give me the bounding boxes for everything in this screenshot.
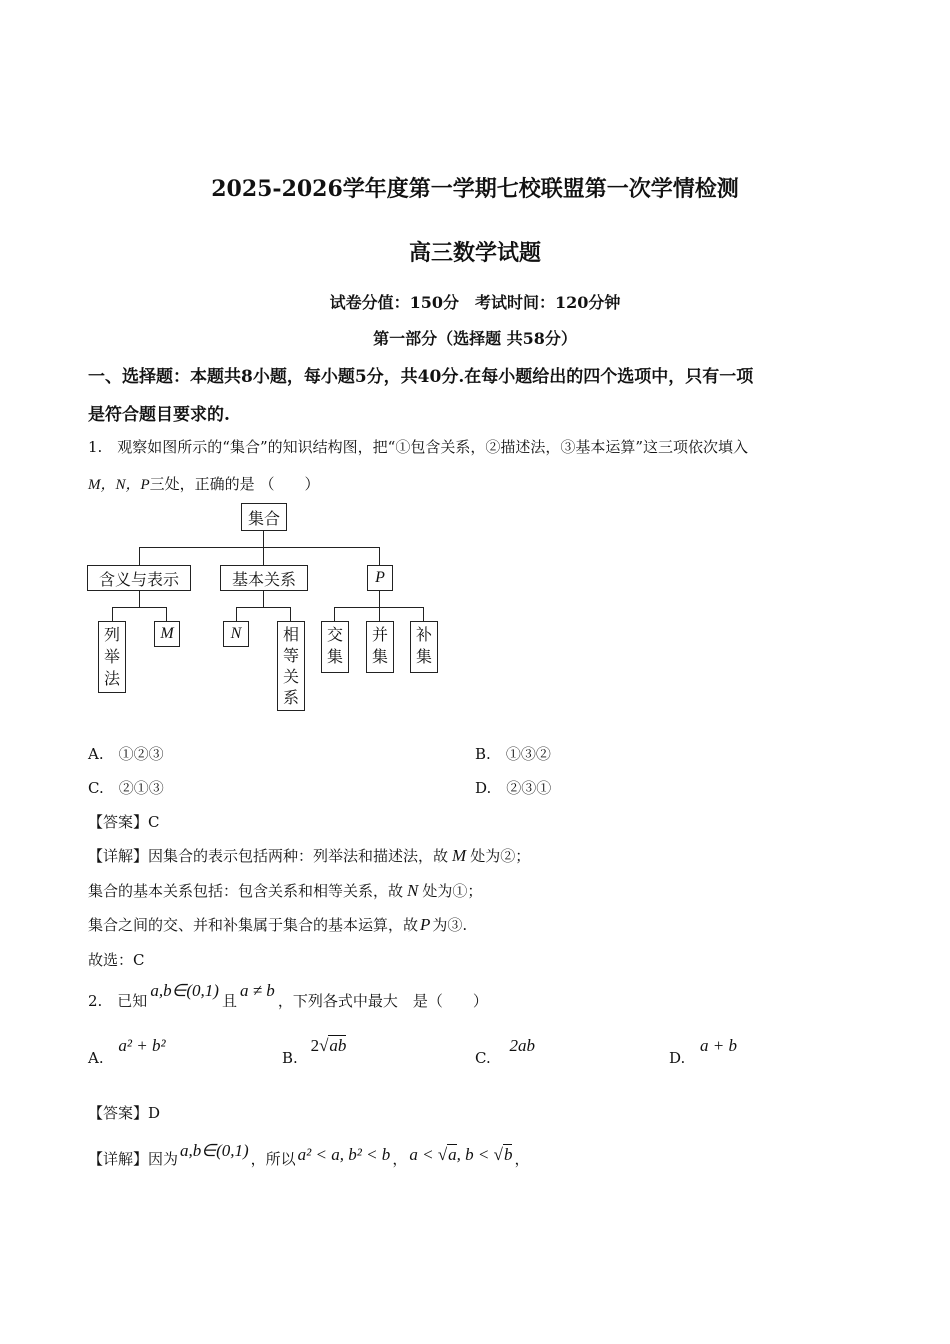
- q1-option-b-label: B.: [475, 745, 491, 763]
- line-to-buji: [423, 607, 424, 622]
- q2-detail-sep: ，: [392, 1150, 408, 1168]
- q1-detail-line1: [88, 845, 530, 866]
- q1-option-b-text: ①③②: [505, 745, 551, 763]
- q2-answer: 【答案】D: [88, 1104, 161, 1122]
- q2-stem: [88, 981, 488, 1011]
- node-n: N: [223, 621, 249, 647]
- q2-detail-cond: a,b∈(0,1): [180, 1141, 249, 1160]
- part-heading: 第一部分（选择题 共58分）: [373, 329, 577, 348]
- q2-detail-end: ，: [514, 1150, 530, 1168]
- exam-title: 2025-2026学年度第一学期七校联盟第一次学情检测: [211, 176, 739, 202]
- q1-option-d: [475, 777, 551, 798]
- line-to-xiangdeng: [290, 607, 291, 622]
- q2-option-d-label: D.: [669, 1049, 686, 1067]
- q2-option-b-radicand: ab: [329, 1036, 347, 1055]
- node-xiangdeng: [277, 621, 305, 711]
- q1-option-b: [475, 743, 551, 764]
- q2-detail-ineq2-b: , b <: [456, 1145, 490, 1164]
- q1-option-c-text: ②①③: [118, 779, 164, 797]
- q2-stem-b: 且: [221, 992, 237, 1010]
- q1-detail-l1a: 【详解】因集合的表示包括两种：列举法和描述法，故: [88, 847, 449, 865]
- node-jiaoji-label: 交集: [327, 625, 344, 666]
- q1-option-d-text: ②③①: [506, 779, 552, 797]
- q1-detail-l3var: P: [420, 915, 431, 934]
- q1-detail-l2var: N: [407, 881, 419, 900]
- q1-detail-l2a: 集合的基本关系包括：包含关系和相等关系，故: [88, 882, 404, 900]
- line-to-lieju: [112, 607, 113, 622]
- q2-stem-c: ，下列各式中最大 是（ ）: [277, 992, 488, 1010]
- line-to-n: [236, 607, 237, 622]
- node-lieju-label: 列举法: [104, 625, 121, 688]
- q2-cond2: a ≠ b: [239, 981, 275, 1000]
- q1-option-c-label: C.: [88, 779, 104, 797]
- q2-detail-ineq1: a² < a, b² < b: [297, 1145, 391, 1164]
- node-hanyi: 含义与表示: [87, 565, 191, 591]
- q2-option-d: [669, 1036, 738, 1068]
- node-m: M: [154, 621, 180, 647]
- q1-detail-line3: [88, 914, 467, 935]
- q1-option-c: [88, 777, 164, 798]
- line-to-m: [166, 607, 167, 622]
- line-hanyi-bar: [112, 607, 167, 608]
- node-p: P: [367, 565, 393, 591]
- q2-option-d-expr: a + b: [700, 1036, 738, 1055]
- q1-stem-rest: 三处，正确的是 （ ）: [149, 475, 320, 493]
- line-to-guanxi: [263, 547, 264, 565]
- q2-detail-mid: ，所以: [250, 1150, 296, 1168]
- q2-detail-line1: [88, 1141, 530, 1169]
- q2-option-b-expr: 2√ab: [310, 1036, 347, 1055]
- exam-subtitle: 高三数学试题: [408, 240, 541, 266]
- node-buji-label: 补集: [416, 625, 433, 666]
- q2-option-a: [88, 1036, 166, 1068]
- q2-detail-prefix: 【详解】因为: [88, 1150, 179, 1168]
- q1-answer: 【答案】C: [88, 813, 160, 831]
- line-to-jiaoji: [334, 607, 335, 622]
- node-lieju: [98, 621, 126, 693]
- q1-vars: M，N，P: [88, 477, 150, 493]
- q1-stem-line1: 1. 观察如图所示的“集合”的知识结构图，把“①包含关系，②描述法，③基本运算”这三项依次填入: [88, 438, 748, 456]
- q2-detail-ineq2-r2: b: [503, 1145, 513, 1164]
- node-guanxi: 基本关系: [220, 565, 308, 591]
- exam-meta: 试卷分值：150分 考试时间：120分钟: [329, 293, 621, 312]
- q1-option-a: [88, 743, 164, 764]
- q2-option-b-coef: 2: [310, 1036, 320, 1055]
- line-p-down: [379, 590, 380, 608]
- q2-option-c-expr: 2ab: [509, 1036, 535, 1055]
- q2-option-b-label: B.: [282, 1049, 298, 1067]
- q2-detail-ineq2: a < √a, b < √b: [409, 1145, 513, 1164]
- node-root: 集合: [241, 503, 287, 531]
- q2-cond1: a,b∈(0,1): [150, 981, 219, 1000]
- q1-detail-l3b: 为③.: [432, 916, 468, 934]
- node-jiaoji: [321, 621, 349, 673]
- node-bingji: [366, 621, 394, 673]
- q1-detail-l1b: 处为②；: [470, 847, 531, 865]
- line-guanxi-bar: [236, 607, 291, 608]
- q1-detail-l1var: M: [452, 846, 467, 865]
- node-buji: [410, 621, 438, 673]
- q1-option-d-label: D.: [475, 779, 492, 797]
- q1-option-a-label: A.: [88, 745, 104, 763]
- section-instructions-line1: 一、选择题：本题共8小题，每小题5分，共40分.在每小题给出的四个选项中，只有一项: [88, 367, 754, 387]
- line-root-down: [263, 530, 264, 548]
- line-to-hanyi: [139, 547, 140, 565]
- q1-detail-l2b: 处为①；: [422, 882, 483, 900]
- q2-option-c-label: C.: [475, 1049, 491, 1067]
- q2-option-b: [282, 1036, 347, 1068]
- q2-stem-a: 2. 已知: [88, 992, 148, 1010]
- line-hanyi-down: [139, 590, 140, 608]
- line-guanxi-down: [263, 590, 264, 608]
- node-bingji-label: 并集: [372, 625, 389, 666]
- q2-detail-ineq2-a: a <: [409, 1145, 434, 1164]
- q1-detail-l3a: 集合之间的交、并和补集属于集合的基本运算，故: [88, 916, 419, 934]
- q2-detail-ineq2-r1: a: [448, 1145, 457, 1164]
- q1-detail-line2: [88, 880, 482, 901]
- q1-stem-line2: [88, 473, 319, 494]
- q2-option-a-expr: a² + b²: [118, 1036, 166, 1055]
- q1-option-a-text: ①②③: [118, 745, 164, 763]
- node-xiangdeng-label: 相等关系: [283, 625, 300, 707]
- q2-option-c: [475, 1036, 535, 1068]
- section-instructions-line2: 是符合题目要求的.: [88, 405, 230, 425]
- q1-detail-line4: 故选：C: [88, 951, 145, 969]
- line-to-p: [379, 547, 380, 565]
- line-level2-bar: [139, 547, 380, 548]
- line-to-bingji: [379, 607, 380, 622]
- q2-option-a-label: A.: [88, 1049, 104, 1067]
